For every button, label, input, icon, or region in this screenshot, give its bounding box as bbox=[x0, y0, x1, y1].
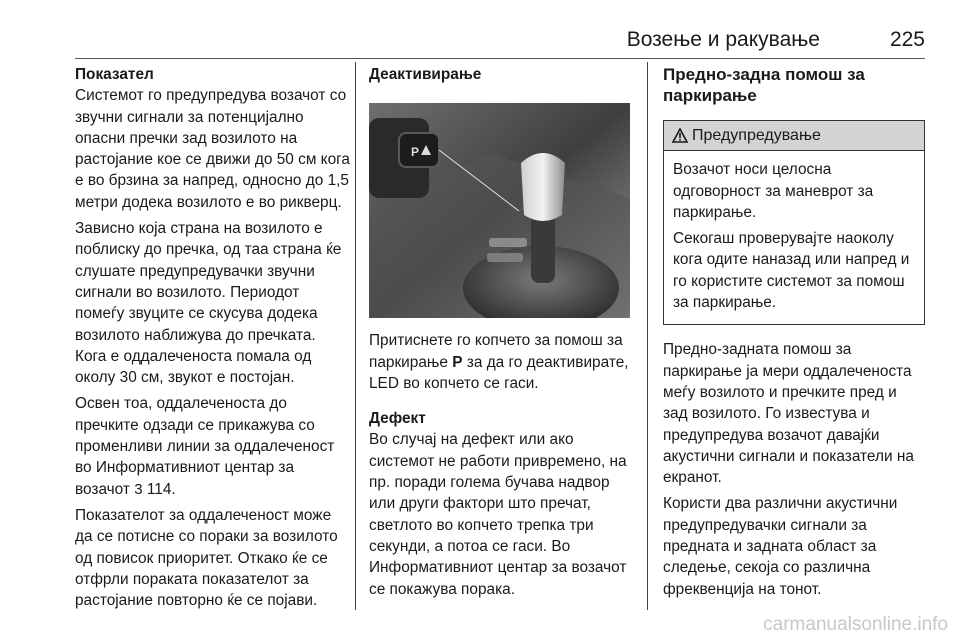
paragraph: Во случај на дефект или ако системот не работи привремено, на пр. поради голема бучава надвор или други фактори што пречат, светлото во копчето трепка три секунди, а потоа се гаси. Во Информативниот центар за возачот се покажува порака. bbox=[369, 431, 627, 598]
page-header bbox=[75, 28, 925, 58]
warning-icon bbox=[672, 128, 688, 143]
page-reference-icon: 3 bbox=[134, 480, 143, 498]
paragraph: Системот го предупредува возачот со звучни сигнали за потенцијално опасни пречки зад возилото на растојание кое се движи до 50 см кога е во брзина за напред, односно до 1,5 метри додека возилото е во рикверц. bbox=[75, 87, 350, 211]
park-assist-button-label: P bbox=[411, 145, 420, 160]
paragraph: Показателот за оддалеченост може да се потисне со пораки за возилото од повисок приоритет. Откако ќе се отфрли пораката показателот за растојание повторно ќе се појави. bbox=[75, 506, 338, 610]
section-heading: Показател bbox=[75, 66, 154, 83]
gear-shaft bbox=[531, 213, 555, 283]
column-divider bbox=[647, 62, 648, 610]
caption-text: за да го деактивирате, LED во копчето се гаси. bbox=[369, 353, 629, 392]
caption-text: Притиснете го копчето за помош за паркирање bbox=[369, 332, 623, 371]
warning-title: Предупредување bbox=[692, 127, 821, 144]
paragraph bbox=[75, 393, 350, 499]
column-left bbox=[75, 64, 350, 616]
column-divider bbox=[355, 62, 356, 610]
warning-box bbox=[663, 120, 925, 325]
caption bbox=[369, 330, 632, 394]
header-rule bbox=[75, 58, 925, 59]
paragraph: Предно-задната помош за паркирање ја мери оддалеченоста меѓу возилото и пречките пред и зад возилото. Го известува и предупредува возачот давајќи акустични сигнали и показатели на екранот. bbox=[663, 341, 914, 487]
console-photo bbox=[369, 103, 630, 318]
watermark: carmanualsonline.info bbox=[763, 614, 948, 635]
park-assist-icon: P bbox=[452, 353, 463, 371]
paragraph: Користи два различни акустични предупредувачки сигнали за предната и задната област за следење, секоја со различна фреквенција на тонот. bbox=[663, 495, 898, 598]
page-number: 225 bbox=[889, 28, 925, 51]
paragraph: Зависно која страна на возилото е поблиску до пречка, од таа страна ќе слушате предупредувачки звучни сигнали во возилото. Периодот помеѓу звуците се скусува додека возилото наближува до пречката. Кога е оддалеченоста помала од околу 30 см, звукот е постојан. bbox=[75, 220, 342, 387]
section-heading: Дефект bbox=[369, 410, 426, 428]
console-illustration bbox=[369, 103, 630, 318]
section-heading: Предно-задна помош за паркирање bbox=[663, 65, 865, 105]
warning-body bbox=[664, 151, 924, 324]
section-heading: Деактивирање bbox=[369, 66, 482, 83]
running-title: Возење и ракување bbox=[626, 28, 820, 51]
column-middle bbox=[369, 64, 632, 605]
console-switch bbox=[487, 253, 523, 262]
paragraph: Возачот носи целосна одговорност за маневрот за паркирање. bbox=[673, 161, 874, 221]
column-right bbox=[663, 64, 925, 605]
console-switch bbox=[489, 238, 527, 247]
page-reference: 114. bbox=[146, 480, 176, 498]
gear-knob bbox=[521, 153, 565, 221]
paragraph-text: Освен тоа, оддалеченоста до пречките одзади се прикажува со променливи линии за оддалеченост во Информативниот центар за возачот bbox=[75, 395, 335, 498]
paragraph: Секогаш проверувајте наоколу кога одите наназад или напред и го користите системот за помош за паркирање. bbox=[673, 230, 910, 312]
warning-header bbox=[664, 121, 924, 151]
